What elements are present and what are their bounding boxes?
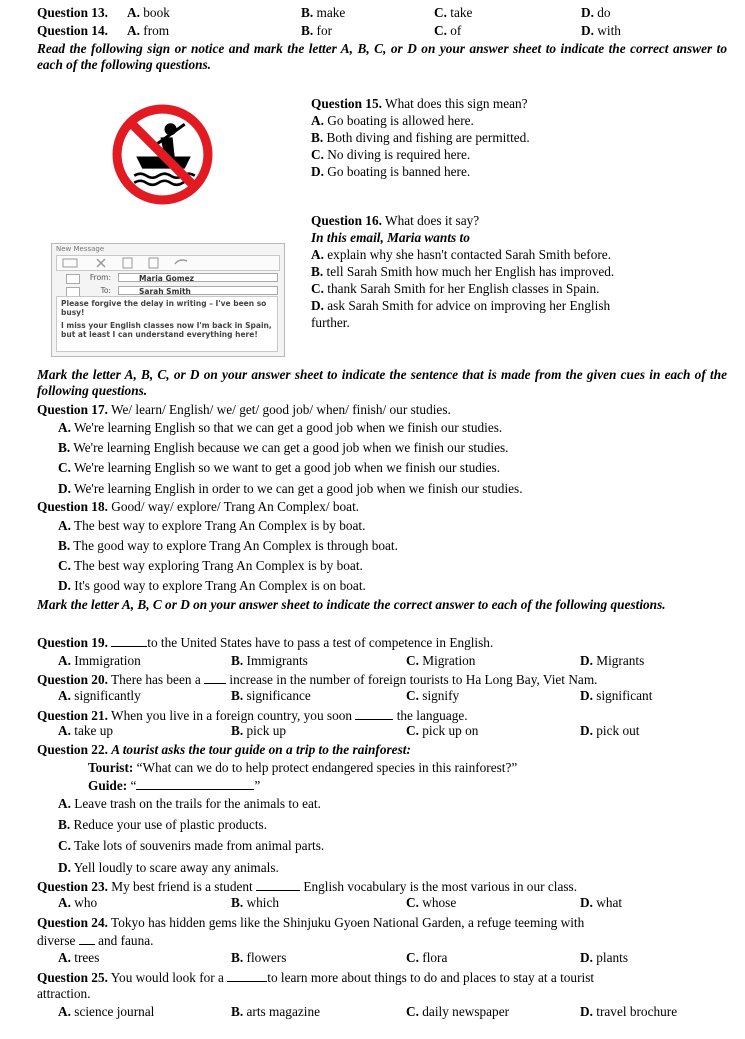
q16-option-d-cont: further. — [311, 315, 350, 330]
email-title: New Message — [56, 245, 105, 253]
q21-option-a: A. take up — [58, 723, 114, 738]
q14-option-a: A. from — [127, 23, 170, 38]
q13-option-a: A. book — [127, 5, 170, 20]
q20-stem: Question 20. There has been a increase in the number of foreign tourists to Ha Long Bay, Viet Nam. — [37, 672, 598, 687]
q16-option-d: D. ask Sarah Smith for advice on improving her English — [311, 298, 611, 313]
email-from-row: From: Maria Gomez — [56, 272, 280, 284]
q24-stem-cont: diverse and fauna. — [37, 933, 154, 948]
q24-option-a: A. trees — [58, 950, 100, 965]
q13-option-b: B. make — [301, 5, 346, 20]
q18-option-a: A. The best way to explore Trang An Complex is by boat. — [58, 518, 366, 533]
q17-option-a: A. We're learning English so that we can get a good job when we finish our studies. — [58, 420, 503, 435]
q21-option-d: D. pick out — [580, 723, 640, 738]
q24-stem: Question 24. Tokyo has hidden gems like the Shinjuku Gyoen National Garden, a refuge teeming with — [37, 915, 585, 930]
email-toolbar — [56, 255, 280, 271]
q22-option-a: A. Leave trash on the trails for the animals to eat. — [58, 796, 321, 811]
q15-option-b: B. Both diving and fishing are permitted. — [311, 130, 530, 145]
q14-label: Question 14. — [37, 23, 108, 38]
q18-option-d: D. It's good way to explore Trang An Complex is on boat. — [58, 578, 366, 593]
q19-option-a: A. Immigration — [58, 653, 141, 668]
q15-option-a: A. Go boating is allowed here. — [311, 113, 474, 128]
q24-option-c: C. flora — [406, 950, 448, 965]
q23-option-d: D. what — [580, 895, 623, 910]
q16-option-c: C. thank Sarah Smith for her English classes in Spain. — [311, 281, 600, 296]
q20-option-d: D. significant — [580, 688, 653, 703]
q16-stem: Question 16. What does it say? — [311, 213, 480, 228]
q14-option-b: B. for — [301, 23, 333, 38]
q22-guide-line: Guide: “ ” — [88, 778, 261, 793]
q22-option-b: B. Reduce your use of plastic products. — [58, 817, 268, 832]
no-boating-sign-icon — [112, 104, 213, 205]
email-to-row: To: Sarah Smith — [56, 285, 280, 297]
email-screenshot — [51, 243, 285, 357]
instruction-sign: Read the following sign or notice and mark the letter A, B, C, or D on your answer sheet to indicate the correct answer to each of the following questions. — [37, 41, 727, 73]
q19-option-d: D. Migrants — [580, 653, 645, 668]
q25-option-d: D. travel brochure — [580, 1004, 678, 1019]
q18-option-b: B. The good way to explore Trang An Complex is through boat. — [58, 538, 398, 553]
email-to-field: Sarah Smith — [118, 286, 278, 295]
q17-stem: Question 17. We/ learn/ English/ we/ get/ good job/ when/ finish/ our studies. — [37, 402, 451, 417]
q25-option-c: C. daily newspaper — [406, 1004, 510, 1019]
q13-option-c: C. take — [434, 5, 473, 20]
q16-option-b: B. tell Sarah Smith how much her English has improved. — [311, 264, 615, 279]
email-toolbar-icons — [57, 256, 277, 270]
q20-option-b: B. significance — [231, 688, 311, 703]
q21-option-c: C. pick up on — [406, 723, 479, 738]
q18-stem: Question 18. Good/ way/ explore/ Trang An Complex/ boat. — [37, 499, 360, 514]
q23-option-c: C. whose — [406, 895, 457, 910]
q20-option-c: C. signify — [406, 688, 460, 703]
q20-option-a: A. significantly — [58, 688, 141, 703]
q18-option-c: C. The best way exploring Trang An Complex is by boat. — [58, 558, 363, 573]
q24-option-d: D. plants — [580, 950, 629, 965]
email-from-field: Maria Gomez — [118, 273, 278, 282]
q16-option-a: A. explain why she hasn't contacted Sarah Smith before. — [311, 247, 612, 262]
q24-option-b: B. flowers — [231, 950, 287, 965]
q21-option-b: B. pick up — [231, 723, 287, 738]
q17-option-c: C. We're learning English so we want to get a good job when we finish our studies. — [58, 460, 501, 475]
q22-option-c: C. Take lots of souvenirs made from animal parts. — [58, 838, 325, 853]
q19-option-b: B. Immigrants — [231, 653, 308, 668]
q25-option-a: A. science journal — [58, 1004, 155, 1019]
q19-option-c: C. Migration — [406, 653, 476, 668]
q23-stem: Question 23. My best friend is a student English vocabulary is the most various in our class. — [37, 879, 578, 894]
email-body: Please forgive the delay in writing – I've been so busy! I miss your English classes now I'm back in Spain, but at least I can understand everything here! — [56, 296, 278, 352]
q22-stem: Question 22. A tourist asks the tour guide on a trip to the rainforest: — [37, 742, 411, 757]
instruction-cues: Mark the letter A, B, C, or D on your answer sheet to indicate the sentence that is made from the given cues in each of the following questions. — [37, 367, 727, 399]
instruction-correct-answer: Mark the letter A, B, C or D on your answer sheet to indicate the correct answer to each of the following questions. — [37, 597, 666, 612]
q23-option-b: B. which — [231, 895, 280, 910]
q15-stem: Question 15. What does this sign mean? — [311, 96, 528, 111]
q23-option-a: A. who — [58, 895, 98, 910]
q14-option-c: C. of — [434, 23, 462, 38]
q13-label: Question 13. — [37, 5, 108, 20]
q19-stem: Question 19. to the United States have to pass a test of competence in English. — [37, 635, 494, 650]
q17-option-d: D. We're learning English in order to we can get a good job when we finish our studies. — [58, 481, 523, 496]
q16-sub: In this email, Maria wants to — [311, 230, 470, 245]
q17-option-b: B. We're learning English because we can get a good job when we finish our studies. — [58, 440, 509, 455]
q22-tourist-line: Tourist: “What can we do to help protect endangered species in this rainforest?” — [88, 760, 518, 775]
q25-stem-cont: attraction. — [37, 986, 91, 1001]
q25-stem: Question 25. You would look for a to learn more about things to do and places to stay at a tourist — [37, 970, 595, 985]
q21-stem: Question 21. When you live in a foreign country, you soon the language. — [37, 708, 468, 723]
q13-option-d: D. do — [581, 5, 611, 20]
q14-option-d: D. with — [581, 23, 621, 38]
q15-option-c: C. No diving is required here. — [311, 147, 471, 162]
q25-option-b: B. arts magazine — [231, 1004, 320, 1019]
q22-option-d: D. Yell loudly to scare away any animals. — [58, 860, 279, 875]
q15-option-d: D. Go boating is banned here. — [311, 164, 471, 179]
